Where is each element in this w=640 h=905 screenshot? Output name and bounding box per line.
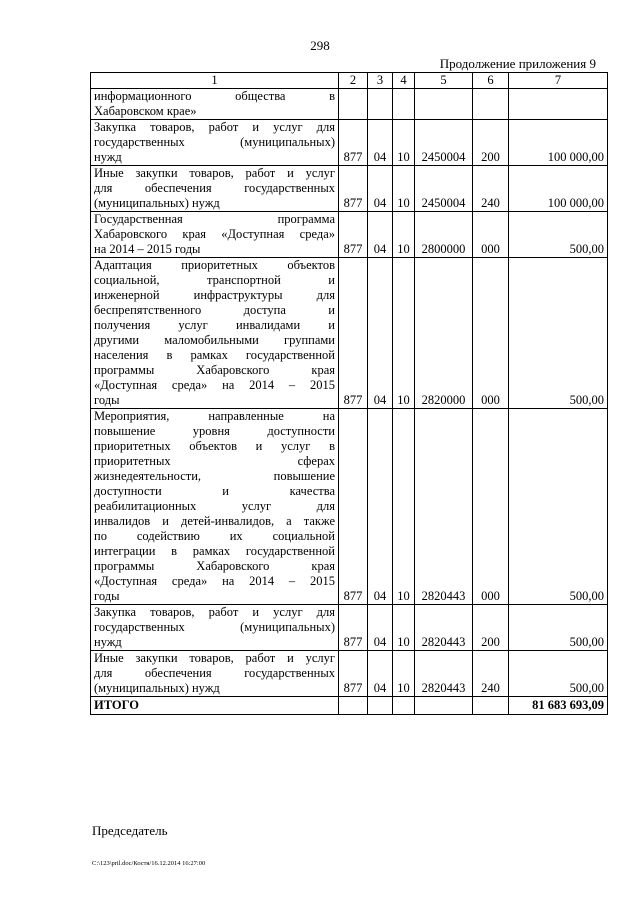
target-article-code: 2820000: [415, 258, 473, 409]
row-description: [91, 605, 339, 651]
continuation-label: Продолжение приложения 9: [439, 56, 596, 71]
subsection-code: 10: [393, 212, 415, 258]
ministry-code: 877: [339, 212, 368, 258]
description-line: годы: [94, 589, 120, 603]
page-number: 298: [310, 38, 330, 53]
description-line: социальной, транспортной и: [94, 273, 335, 287]
description-line: беспрепятственного доступа и: [94, 303, 335, 317]
amount: 100 000,00: [509, 166, 608, 212]
description-line: на 2014 – 2015 годы: [94, 242, 201, 256]
description-line: государственных (муниципальных): [94, 620, 335, 634]
table-header-row: [91, 73, 608, 89]
section-code: 04: [368, 166, 393, 212]
ministry-code: 877: [339, 258, 368, 409]
description-line: по содействию их социальной: [94, 529, 335, 543]
section-code: 04: [368, 605, 393, 651]
description-line: Хабаровского края «Доступная среда»: [94, 227, 335, 241]
target-article-code: 2820443: [415, 651, 473, 697]
expense-type-code: 200: [473, 605, 509, 651]
table-row: [91, 605, 608, 651]
description-line: Иные закупки товаров, работ и услуг: [94, 651, 335, 665]
row-description: [91, 212, 339, 258]
expense-type-code: [473, 89, 509, 120]
expense-type-code: 000: [473, 258, 509, 409]
subsection-code: 10: [393, 258, 415, 409]
description-line: интеграции в рамках государственной: [94, 544, 335, 558]
table-row: [91, 651, 608, 697]
total-value: 81 683 693,09: [509, 697, 608, 715]
target-article-code: 2820443: [415, 409, 473, 605]
description-line: другими маломобильными группами: [94, 333, 335, 347]
subsection-code: 10: [393, 120, 415, 166]
description-line: приоритетных объектов и услуг в: [94, 439, 335, 453]
description-line: Закупка товаров, работ и услуг для: [94, 120, 335, 134]
table-row: [91, 89, 608, 120]
amount: [509, 89, 608, 120]
subsection-code: 10: [393, 409, 415, 605]
amount: 500,00: [509, 605, 608, 651]
subsection-code: 10: [393, 166, 415, 212]
section-code: 04: [368, 409, 393, 605]
target-article-code: 2450004: [415, 120, 473, 166]
description-line: программы Хабаровского края: [94, 363, 335, 377]
ministry-code: 877: [339, 120, 368, 166]
description-line: Адаптация приоритетных объектов: [94, 258, 335, 272]
description-line: доступности и качества: [94, 484, 335, 498]
column-header: 3: [368, 73, 393, 89]
column-header: 6: [473, 73, 509, 89]
table-cell: [393, 697, 415, 715]
table-cell: [368, 697, 393, 715]
description-line: (муниципальных) нужд: [94, 196, 220, 210]
amount: 500,00: [509, 212, 608, 258]
expense-type-code: 240: [473, 166, 509, 212]
total-label: ИТОГО: [91, 697, 339, 715]
expense-type-code: 000: [473, 409, 509, 605]
column-header: 1: [91, 73, 339, 89]
row-description: [91, 258, 339, 409]
description-line: программы Хабаровского края: [94, 559, 335, 573]
table-cell: [415, 697, 473, 715]
row-description: [91, 166, 339, 212]
table-row: [91, 409, 608, 605]
description-line: (муниципальных) нужд: [94, 681, 220, 695]
description-line: информационного общества в: [94, 89, 335, 103]
budget-table: [90, 72, 608, 715]
section-code: 04: [368, 258, 393, 409]
subsection-code: 10: [393, 651, 415, 697]
target-article-code: [415, 89, 473, 120]
ministry-code: 877: [339, 166, 368, 212]
footer-file-path: C:\123\pril.doc/Костя/16.12.2014 16:27:00: [92, 860, 206, 867]
row-description: [91, 89, 339, 120]
table-row: [91, 258, 608, 409]
section-code: [368, 89, 393, 120]
row-description: [91, 120, 339, 166]
section-code: 04: [368, 212, 393, 258]
expense-type-code: 000: [473, 212, 509, 258]
table-body: [91, 89, 608, 697]
amount: 500,00: [509, 409, 608, 605]
target-article-code: 2800000: [415, 212, 473, 258]
description-line: Иные закупки товаров, работ и услуг: [94, 166, 335, 180]
description-line: населения в рамках государственной: [94, 348, 335, 362]
amount: 100 000,00: [509, 120, 608, 166]
subsection-code: [393, 89, 415, 120]
description-line: жизнедеятельности, повышение: [94, 469, 335, 483]
description-line: получения услуг инвалидами и: [94, 318, 335, 332]
description-line: Хабаровском крае»: [94, 104, 197, 118]
ministry-code: 877: [339, 651, 368, 697]
row-description: [91, 651, 339, 697]
target-article-code: 2450004: [415, 166, 473, 212]
description-line: реабилитационных услуг для: [94, 499, 335, 513]
expense-type-code: 240: [473, 651, 509, 697]
amount: 500,00: [509, 651, 608, 697]
row-description: [91, 409, 339, 605]
column-header: 2: [339, 73, 368, 89]
column-header: 7: [509, 73, 608, 89]
description-line: Закупка товаров, работ и услуг для: [94, 605, 335, 619]
description-line: Государственная программа: [94, 212, 335, 226]
description-line: для обеспечения государственных: [94, 181, 335, 195]
description-line: приоритетных сферах: [94, 454, 335, 468]
total-row: [91, 697, 608, 715]
ministry-code: 877: [339, 605, 368, 651]
target-article-code: 2820443: [415, 605, 473, 651]
signature-label: Председатель: [92, 823, 168, 838]
table-row: [91, 120, 608, 166]
description-line: повышение уровня доступности: [94, 424, 335, 438]
description-line: государственных (муниципальных): [94, 135, 335, 149]
description-line: «Доступная среда» на 2014 – 2015: [94, 574, 335, 588]
ministry-code: 877: [339, 409, 368, 605]
expense-type-code: 200: [473, 120, 509, 166]
section-code: 04: [368, 651, 393, 697]
description-line: инженерной инфраструктуры для: [94, 288, 335, 302]
description-line: инвалидов и детей-инвалидов, а также: [94, 514, 335, 528]
subsection-code: 10: [393, 605, 415, 651]
description-line: для обеспечения государственных: [94, 666, 335, 680]
description-line: нужд: [94, 150, 122, 164]
description-line: «Доступная среда» на 2014 – 2015: [94, 378, 335, 392]
table-row: [91, 166, 608, 212]
column-header: 4: [393, 73, 415, 89]
table-row: [91, 212, 608, 258]
amount: 500,00: [509, 258, 608, 409]
table-cell: [339, 697, 368, 715]
section-code: 04: [368, 120, 393, 166]
description-line: Мероприятия, направленные на: [94, 409, 335, 423]
description-line: нужд: [94, 635, 122, 649]
column-header: 5: [415, 73, 473, 89]
ministry-code: [339, 89, 368, 120]
table-cell: [473, 697, 509, 715]
description-line: годы: [94, 393, 120, 407]
